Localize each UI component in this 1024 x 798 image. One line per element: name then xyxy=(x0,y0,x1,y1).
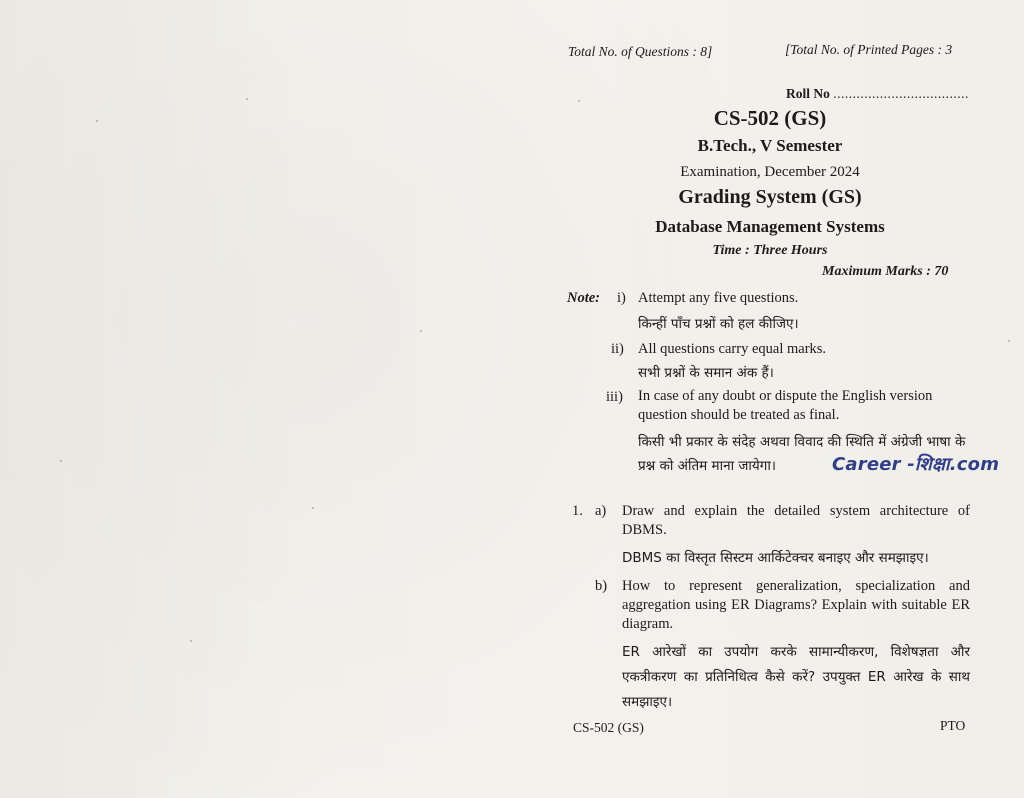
note-item-number: i) xyxy=(617,290,626,306)
question-part-english: How to represent generalization, specialization and aggregation using ER Diagrams? Explain with suitable ER diagram. xyxy=(622,578,970,632)
footer-paper-code: CS-502 (GS) xyxy=(573,720,644,735)
grading-system: Grading System (GS) xyxy=(678,186,862,208)
paper-speck xyxy=(578,100,580,102)
question-part-english: Draw and explain the detailed system architecture of DBMS. xyxy=(622,503,970,538)
subject-title: Database Management Systems xyxy=(655,217,885,236)
semester: B.Tech., V Semester xyxy=(697,136,843,155)
exam-time: Time : Three Hours xyxy=(712,243,828,258)
part-label: b) xyxy=(595,578,608,594)
maximum-marks: Maximum Marks : 70 xyxy=(822,264,949,279)
roll-label: Roll No xyxy=(786,86,830,101)
question-part-hindi: ER आरेखों का उपयोग करके सामान्यीकरण, विशेषज्ञता और एकत्रीकरण का प्रतिनिधित्व कैसे करें? उपयुक्त ER आरेख के साथ समझाइए। xyxy=(622,644,970,710)
paper-speck xyxy=(1008,340,1010,342)
paper-speck xyxy=(60,460,62,462)
exam-session: Examination, December 2024 xyxy=(680,164,860,180)
part-label: a) xyxy=(595,503,607,519)
paper-speck xyxy=(420,330,422,332)
watermark-logo: Career -शिक्षा.com xyxy=(832,454,1000,475)
note-item-hindi: सभी प्रश्नों के समान अंक हैं। xyxy=(638,365,774,381)
question-part-hindi: DBMS का विस्तृत सिस्टम आर्किटेक्चर बनाइए और समझाइए। xyxy=(622,550,929,566)
note-item-hindi: किन्हीं पाँच प्रश्नों को हल कीजिए। xyxy=(638,316,799,332)
roll-dots: ................................... xyxy=(833,86,969,101)
note-item-english: All questions carry equal marks. xyxy=(638,341,827,357)
total-printed-pages: [Total No. of Printed Pages : 3 xyxy=(785,42,953,57)
paper-code: CS-502 (GS) xyxy=(713,106,827,130)
paper-speck xyxy=(246,98,248,100)
note-item-hindi: किसी भी प्रकार के संदेह अथवा विवाद की स्थिति में अंग्रेजी भाषा के प्रश्न को अंतिम माना जायेगा। xyxy=(638,434,966,474)
total-questions: Total No. of Questions : 8] xyxy=(568,44,713,59)
note-item-english: Attempt any five questions. xyxy=(638,290,799,306)
note-item-english: In case of any doubt or dispute the English version question should be treated as final. xyxy=(638,388,933,423)
paper-speck xyxy=(312,507,314,509)
paper-speck xyxy=(190,640,192,642)
note-label: Note: xyxy=(567,290,601,306)
paper-speck xyxy=(96,120,98,122)
roll-number-line xyxy=(786,86,969,102)
note-item-number: iii) xyxy=(606,389,623,405)
question-number: 1. xyxy=(572,503,583,519)
note-item-number: ii) xyxy=(611,341,624,357)
footer-pto: PTO xyxy=(940,718,966,733)
